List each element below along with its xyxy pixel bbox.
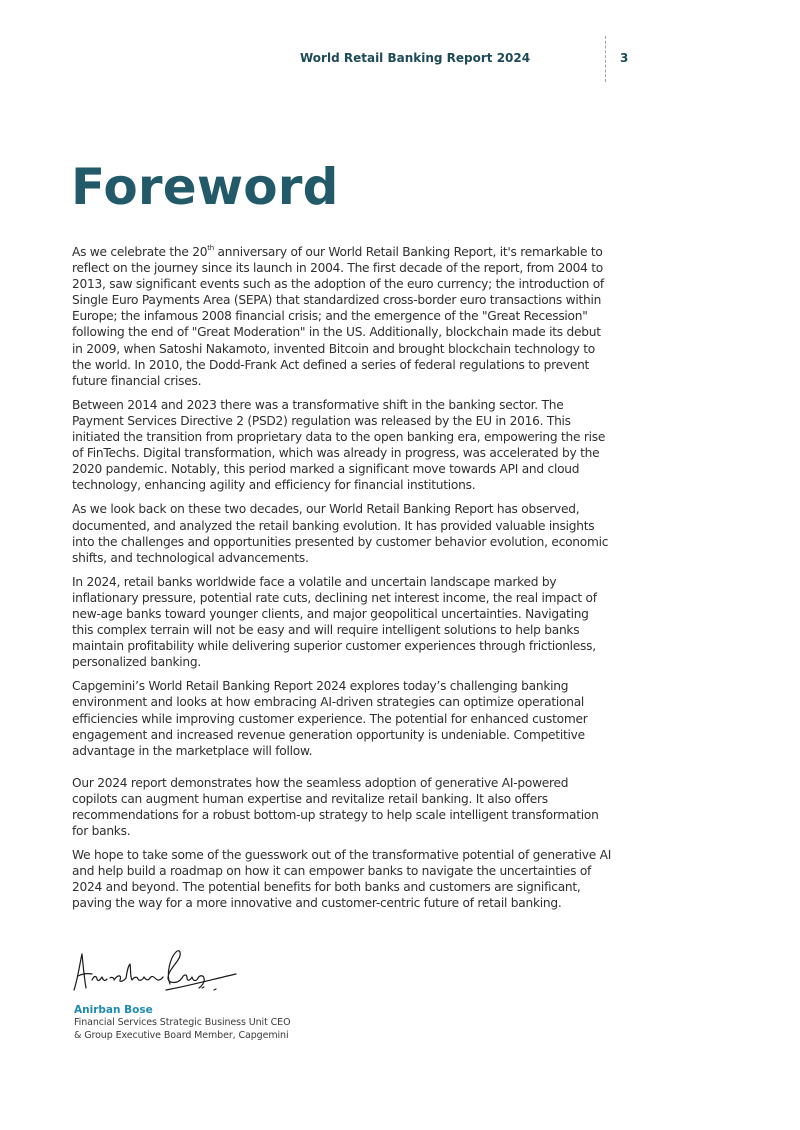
signatory bbox=[74, 1003, 374, 1042]
header-divider bbox=[605, 36, 606, 82]
paragraph-1 bbox=[72, 244, 612, 389]
paragraph-5: Capgemini’s World Retail Banking Report 2024 explores today’s challenging banking environment and looks at how embracing AI-driven strategies can optimize operational efficiencies while improving customer experience. The potential for enhanced customer engagement and increased revenue generation opportunity is undeniable. Competitive advantage in the marketplace will follow. bbox=[72, 679, 588, 758]
signatory-name: Anirban Bose bbox=[74, 1004, 153, 1016]
paragraph-6: Our 2024 report demonstrates how the seamless adoption of generative AI-powered copilots can augment human expertise and revitalize retail banking. It also offers recommendations for a robust bottom-up strategy to help scale intelligent transformation for banks. bbox=[72, 775, 599, 839]
paragraph-3: As we look back on these two decades, our World Retail Banking Report has observed, documented, and analyzed the retail banking evolution. It has provided valuable insights into the challenges and opportunities presented by customer behavior evolution, economic shifts, and technological advancements. bbox=[72, 502, 609, 565]
ordinal-suffix: th bbox=[207, 243, 214, 252]
report-title: World Retail Banking Report 2024 bbox=[300, 51, 531, 65]
foreword-body bbox=[72, 244, 612, 920]
signatory-title-line-2: & Group Executive Board Member, Capgemini bbox=[74, 1029, 289, 1041]
paragraph-2: Between 2014 and 2023 there was a transformative shift in the banking sector. The Payment Services Directive 2 (PSD2) regulation was released by the EU in 2016. This initiated the transition from proprietary data to the open banking era, empowering the rise of FinTechs. Digital transformation, which was already in progress, was accelerated by the 2020 pandemic. Notably, this period marked a significant move towards API and cloud technology, enhancing agility and efficiency for financial institutions. bbox=[72, 397, 606, 493]
paragraph-4: In 2024, retail banks worldwide face a volatile and uncertain landscape marked by inflationary pressure, potential rate cuts, declining net interest income, the real impact of new-age banks toward younger clients, and major geopolitical uncertainties. Navigating this complex terrain will not be easy and will require intelligent solutions to help banks maintain profitability while delivering superior customer experiences through frictionless, personalized banking. bbox=[72, 574, 597, 670]
page-number: 3 bbox=[620, 51, 629, 65]
signature bbox=[70, 944, 245, 1000]
paragraph-1-rest: anniversary of our World Retail Banking Report, it's remarkable to reflect on the journey since its launch in 2004. The first decade of the report, from 2004 to 2013, saw significant events such as the adoption of the euro currency; the introduction of Single Euro Payments Area (SEPA) that standardized cross-border euro transactions within Europe; the infamous 2008 financial crisis; and the emergence of the "Great Recession" following the end of "Great Moderation" in the US. Additionally, blockchain made its debut in 2009, when Satoshi Nakamoto, invented Bitcoin and brought blockchain technology to the world. In 2010, the Dodd-Frank Act defined a series of federal regulations to prevent future financial crises. bbox=[72, 245, 604, 388]
handwritten-signature bbox=[70, 944, 245, 1000]
paragraph-7: We hope to take some of the guesswork out of the transformative potential of generative AI and help build a roadmap on how it can empower banks to navigate the uncertainties of 2024 and beyond. The potential benefits for both banks and customers are significant, paving the way for a more innovative and customer-centric future of retail banking. bbox=[72, 848, 612, 911]
paragraph-1-start: As we celebrate the 20 bbox=[72, 245, 208, 259]
signatory-title-line-1: Financial Services Strategic Business Unit CEO bbox=[74, 1017, 291, 1028]
page-title: Foreword bbox=[71, 158, 339, 216]
